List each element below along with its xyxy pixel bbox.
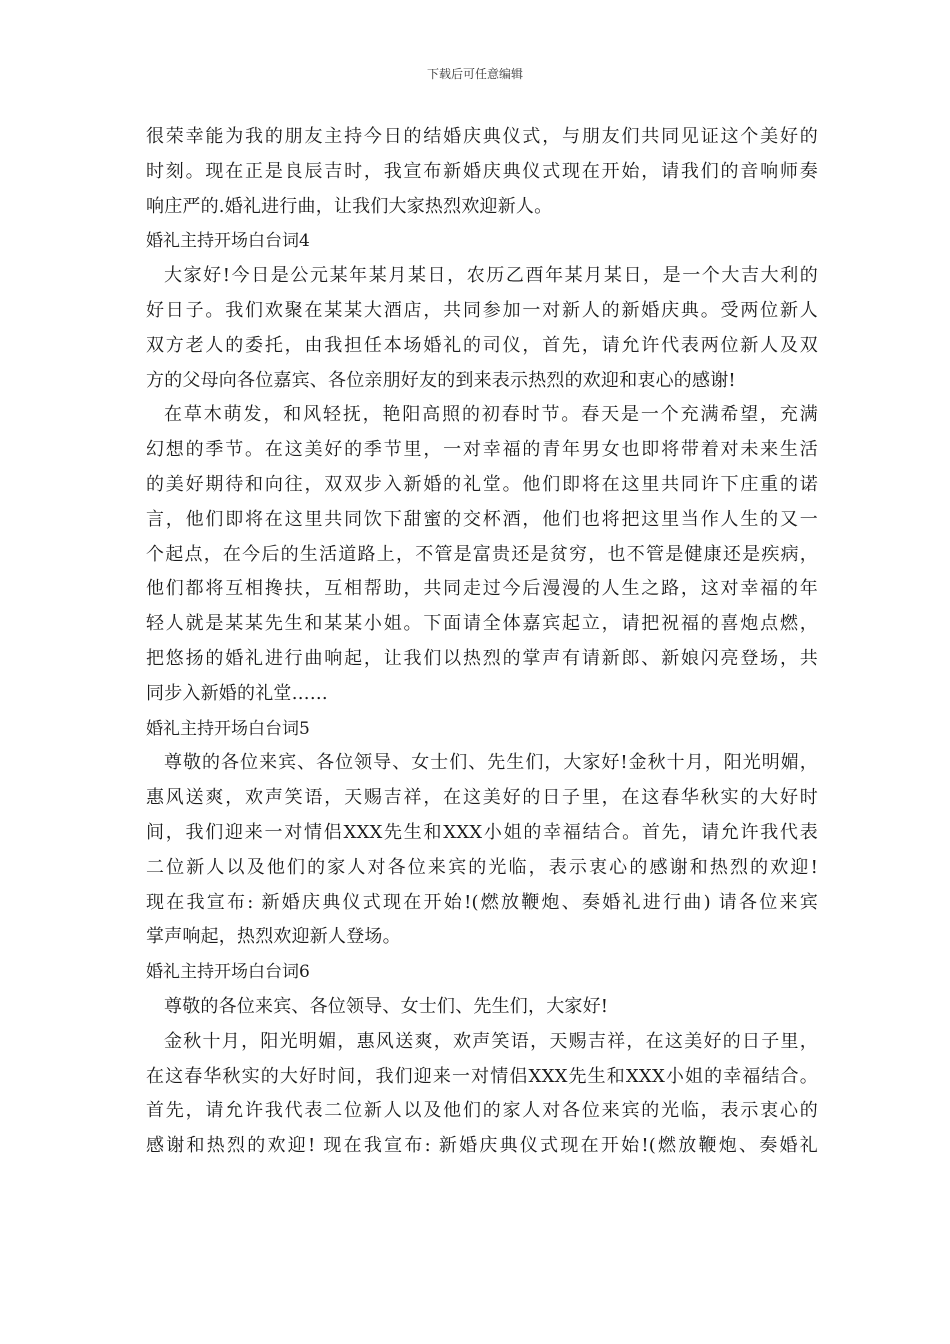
section-heading: 婚礼主持开场白台词4	[146, 231, 310, 252]
paragraph-line: 方的父母向各位嘉宾、各位亲朋好友的到来表示热烈的欢迎和衷心的感谢!	[146, 369, 736, 391]
paragraph-line: 现在我宣布: 新婚庆典仪式现在开始!(燃放鞭炮、奏婚礼进行曲) 请各位来宾	[146, 891, 818, 913]
paragraph-line: 双方老人的委托，由我担任本场婚礼的司仪，首先，请允许代表两位新人及双	[146, 334, 818, 356]
paragraph-line: 尊敬的各位来宾、各位领导、女士们、先生们，大家好!	[164, 995, 609, 1017]
paragraph-line: 在草木萌发，和风轻抚，艳阳高照的初春时节。春天是一个充满希望，充满	[164, 404, 818, 426]
paragraph-line: 二位新人以及他们的家人对各位来宾的光临，表示衷心的感谢和热烈的欢迎!	[146, 856, 818, 878]
section-heading: 婚礼主持开场白台词6	[146, 962, 310, 983]
paragraph-line: 很荣幸能为我的朋友主持今日的结婚庆典仪式，与朋友们共同见证这个美好的	[146, 126, 818, 147]
paragraph-line: 个起点，在今后的生活道路上，不管是富贵还是贫穷，也不管是健康还是疾病，	[146, 543, 818, 565]
paragraph-line: 幻想的季节。在这美好的季节里，一对幸福的青年男女也即将带着对未来生活	[146, 439, 818, 461]
paragraph-line: 轻人就是某某先生和某某小姐。下面请全体嘉宾起立，请把祝福的喜炮点燃，	[146, 613, 818, 635]
paragraph-line: 同步入新婚的礼堂……	[146, 682, 328, 704]
paragraph-line: 他们都将互相搀扶，互相帮助，共同走过今后漫漫的人生之路，这对幸福的年	[146, 578, 818, 600]
paragraph-line: 尊敬的各位来宾、各位领导、女士们、先生们，大家好!金秋十月，阳光明媚，	[164, 752, 818, 774]
paragraph-line: 把悠扬的婚礼进行曲响起，让我们以热烈的掌声有请新郎、新娘闪亮登场，共	[146, 647, 818, 669]
paragraph-line: 金秋十月，阳光明媚，惠风送爽，欢声笑语，天赐吉祥，在这美好的日子里，	[164, 1030, 818, 1052]
paragraph-line: 首先，请允许我代表二位新人以及他们的家人对各位来宾的光临，表示衷心的	[146, 1100, 818, 1122]
paragraph-line: 大家好!今日是公元某年某月某日，农历乙酉年某月某日，是一个大吉大利的	[164, 265, 818, 287]
paragraph-line: 的美好期待和向往，双双步入新婚的礼堂。他们即将在这里共同许下庄重的诺	[146, 473, 818, 495]
paragraph-line: 间，我们迎来一对情侣XXX先生和XXX小姐的幸福结合。首先，请允许我代表	[146, 821, 818, 843]
paragraph-line: 时刻。现在正是良辰吉时，我宣布新婚庆典仪式现在开始，请我们的音响师奏	[146, 160, 818, 182]
paragraph-line: 在这春华秋实的大好时间，我们迎来一对情侣XXX先生和XXX小姐的幸福结合。	[146, 1065, 818, 1087]
paragraph-line: 感谢和热烈的欢迎! 现在我宣布: 新婚庆典仪式现在开始!(燃放鞭炮、奏婚礼	[146, 1135, 818, 1157]
paragraph-line: 响庄严的.婚礼进行曲，让我们大家热烈欢迎新人。	[146, 195, 553, 217]
page-header: 下载后可任意编辑	[426, 67, 523, 81]
document-body	[146, 120, 818, 1164]
paragraph-line: 言，他们即将在这里共同饮下甜蜜的交杯酒，他们也将把这里当作人生的又一	[146, 508, 818, 530]
paragraph-line: 掌声响起，热烈欢迎新人登场。	[146, 926, 401, 948]
section-heading: 婚礼主持开场白台词5	[146, 718, 310, 739]
paragraph-line: 好日子。我们欢聚在某某大酒店，共同参加一对新人的新婚庆典。受两位新人	[146, 299, 818, 321]
paragraph-line: 惠风送爽，欢声笑语，天赐吉祥，在这美好的日子里，在这春华秋实的大好时	[146, 787, 818, 809]
